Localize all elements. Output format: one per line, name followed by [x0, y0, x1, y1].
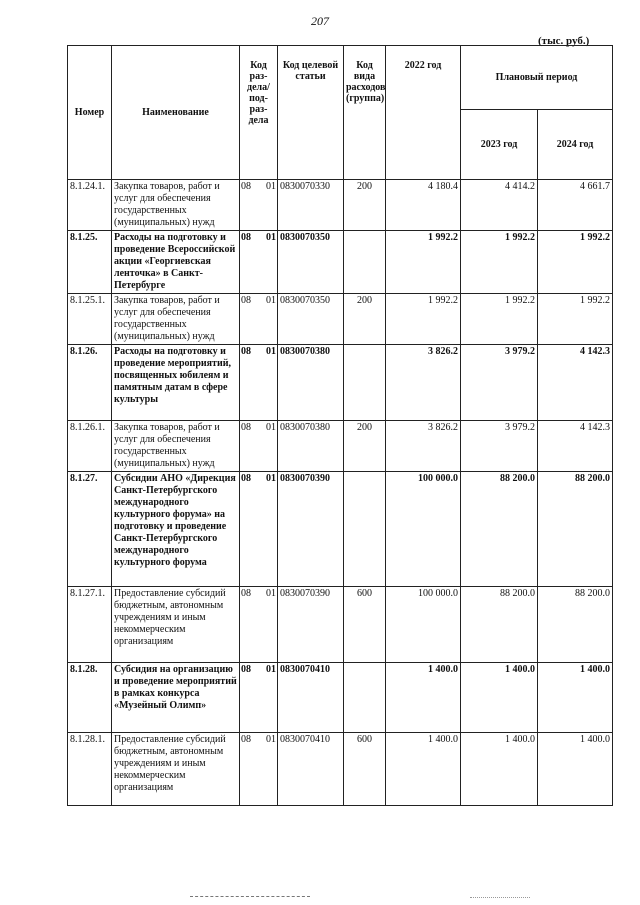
row-expense-type: 600 — [344, 733, 386, 806]
row-target: 0830070390 — [278, 472, 344, 587]
row-name: Субсидия на организацию и проведение мероприятий в рамках конкурса «Музейный Олимп» — [112, 663, 240, 733]
row-section-code: 08 — [241, 588, 251, 599]
row-expense-type — [344, 472, 386, 587]
row-section-code: 08 — [241, 664, 251, 675]
table-row — [68, 472, 613, 587]
header-name: Наименование — [112, 46, 240, 180]
row-target: 0830070380 — [278, 345, 344, 421]
row-name: Закупка товаров, работ и услуг для обеспечения государственных (муниципальных) нужд — [112, 180, 240, 231]
row-subsection-code: 01 — [266, 295, 276, 306]
row-2023: 4 414.2 — [461, 180, 538, 231]
row-section — [240, 663, 278, 733]
row-section — [240, 345, 278, 421]
row-subsection-code: 01 — [266, 664, 276, 675]
row-number: 8.1.27.1. — [68, 587, 112, 663]
row-2022: 1 992.2 — [386, 231, 461, 294]
row-section — [240, 294, 278, 345]
row-name: Закупка товаров, работ и услуг для обеспечения государственных (муниципальных) нужд — [112, 294, 240, 345]
table-row — [68, 587, 613, 663]
row-subsection-code: 01 — [266, 422, 276, 433]
header-number: Номер — [68, 46, 112, 180]
row-2023: 1 400.0 — [461, 663, 538, 733]
row-target: 0830070330 — [278, 180, 344, 231]
footer-line — [190, 896, 310, 897]
row-expense-type: 600 — [344, 587, 386, 663]
row-section-code: 08 — [241, 734, 251, 745]
header-planned: Плановый период — [461, 46, 613, 110]
row-subsection-code: 01 — [266, 181, 276, 192]
row-2022: 100 000.0 — [386, 587, 461, 663]
row-section-code: 08 — [241, 473, 251, 484]
table-row — [68, 180, 613, 231]
row-subsection-code: 01 — [266, 346, 276, 357]
row-2022: 100 000.0 — [386, 472, 461, 587]
row-section-code: 08 — [241, 232, 251, 243]
row-2022: 1 992.2 — [386, 294, 461, 345]
row-number: 8.1.27. — [68, 472, 112, 587]
row-2024: 1 400.0 — [538, 663, 613, 733]
header-expense: Код вида расходов (группа) — [344, 46, 386, 180]
row-2024: 1 992.2 — [538, 231, 613, 294]
row-subsection-code: 01 — [266, 473, 276, 484]
table-row — [68, 345, 613, 421]
row-name: Расходы на подготовку и проведение мероприятий, посвященных юбилеям и памятным датам в сфере культуры — [112, 345, 240, 421]
row-2024: 1 400.0 — [538, 733, 613, 806]
row-section — [240, 733, 278, 806]
row-2024: 88 200.0 — [538, 587, 613, 663]
row-number: 8.1.25. — [68, 231, 112, 294]
table-row — [68, 294, 613, 345]
row-section-code: 08 — [241, 181, 251, 192]
row-name: Предоставление субсидий бюджетным, автономным учреждениям и иным некоммерческим организациям — [112, 587, 240, 663]
header-2024: 2024 год — [538, 109, 613, 179]
row-subsection-code: 01 — [266, 588, 276, 599]
row-section-code: 08 — [241, 422, 251, 433]
row-expense-type — [344, 231, 386, 294]
row-section — [240, 421, 278, 472]
row-2024: 88 200.0 — [538, 472, 613, 587]
row-2024: 4 142.3 — [538, 345, 613, 421]
footer-dash — [470, 897, 530, 898]
header-2022: 2022 год — [386, 46, 461, 180]
table-row — [68, 733, 613, 806]
table-row — [68, 663, 613, 733]
table-row — [68, 231, 613, 294]
row-target: 0830070410 — [278, 733, 344, 806]
row-2023: 1 992.2 — [461, 294, 538, 345]
row-number: 8.1.24.1. — [68, 180, 112, 231]
row-2022: 1 400.0 — [386, 733, 461, 806]
row-section — [240, 180, 278, 231]
row-2022: 1 400.0 — [386, 663, 461, 733]
row-2023: 88 200.0 — [461, 587, 538, 663]
table-row — [68, 421, 613, 472]
row-section-code: 08 — [241, 346, 251, 357]
row-section-code: 08 — [241, 295, 251, 306]
row-2022: 3 826.2 — [386, 421, 461, 472]
row-target: 0830070390 — [278, 587, 344, 663]
row-expense-type — [344, 345, 386, 421]
units-label: (тыс. руб.) — [538, 35, 590, 47]
row-2023: 1 992.2 — [461, 231, 538, 294]
row-subsection-code: 01 — [266, 734, 276, 745]
row-2024: 4 661.7 — [538, 180, 613, 231]
row-number: 8.1.26. — [68, 345, 112, 421]
row-name: Предоставление субсидий бюджетным, автономным учреждениям и иным некоммерческим организациям — [112, 733, 240, 806]
row-subsection-code: 01 — [266, 232, 276, 243]
row-target: 0830070410 — [278, 663, 344, 733]
row-number: 8.1.28.1. — [68, 733, 112, 806]
header-section: Код раз- дела/ под- раз- дела — [240, 46, 278, 180]
budget-table — [67, 45, 613, 806]
row-2023: 1 400.0 — [461, 733, 538, 806]
row-number: 8.1.25.1. — [68, 294, 112, 345]
row-2022: 3 826.2 — [386, 345, 461, 421]
page-number: 207 — [311, 14, 329, 28]
row-number: 8.1.26.1. — [68, 421, 112, 472]
row-target: 0830070350 — [278, 294, 344, 345]
row-name: Закупка товаров, работ и услуг для обеспечения государственных (муниципальных) нужд — [112, 421, 240, 472]
row-name: Расходы на подготовку и проведение Всероссийской акции «Георгиевская ленточка» в Санкт-Петербурге — [112, 231, 240, 294]
row-section — [240, 472, 278, 587]
row-number: 8.1.28. — [68, 663, 112, 733]
row-2024: 1 992.2 — [538, 294, 613, 345]
row-2022: 4 180.4 — [386, 180, 461, 231]
header-target: Код целевой статьи — [278, 46, 344, 180]
row-2023: 3 979.2 — [461, 345, 538, 421]
row-name: Субсидии АНО «Дирекция Санкт-Петербургского международного культурного форума» на подготовку и проведение Санкт-Петербургского международного культурного форума — [112, 472, 240, 587]
row-2023: 3 979.2 — [461, 421, 538, 472]
row-target: 0830070380 — [278, 421, 344, 472]
row-2023: 88 200.0 — [461, 472, 538, 587]
row-2024: 4 142.3 — [538, 421, 613, 472]
row-expense-type — [344, 663, 386, 733]
row-expense-type: 200 — [344, 180, 386, 231]
row-section — [240, 231, 278, 294]
row-expense-type: 200 — [344, 421, 386, 472]
row-section — [240, 587, 278, 663]
row-expense-type: 200 — [344, 294, 386, 345]
header-2023: 2023 год — [461, 109, 538, 179]
row-target: 0830070350 — [278, 231, 344, 294]
